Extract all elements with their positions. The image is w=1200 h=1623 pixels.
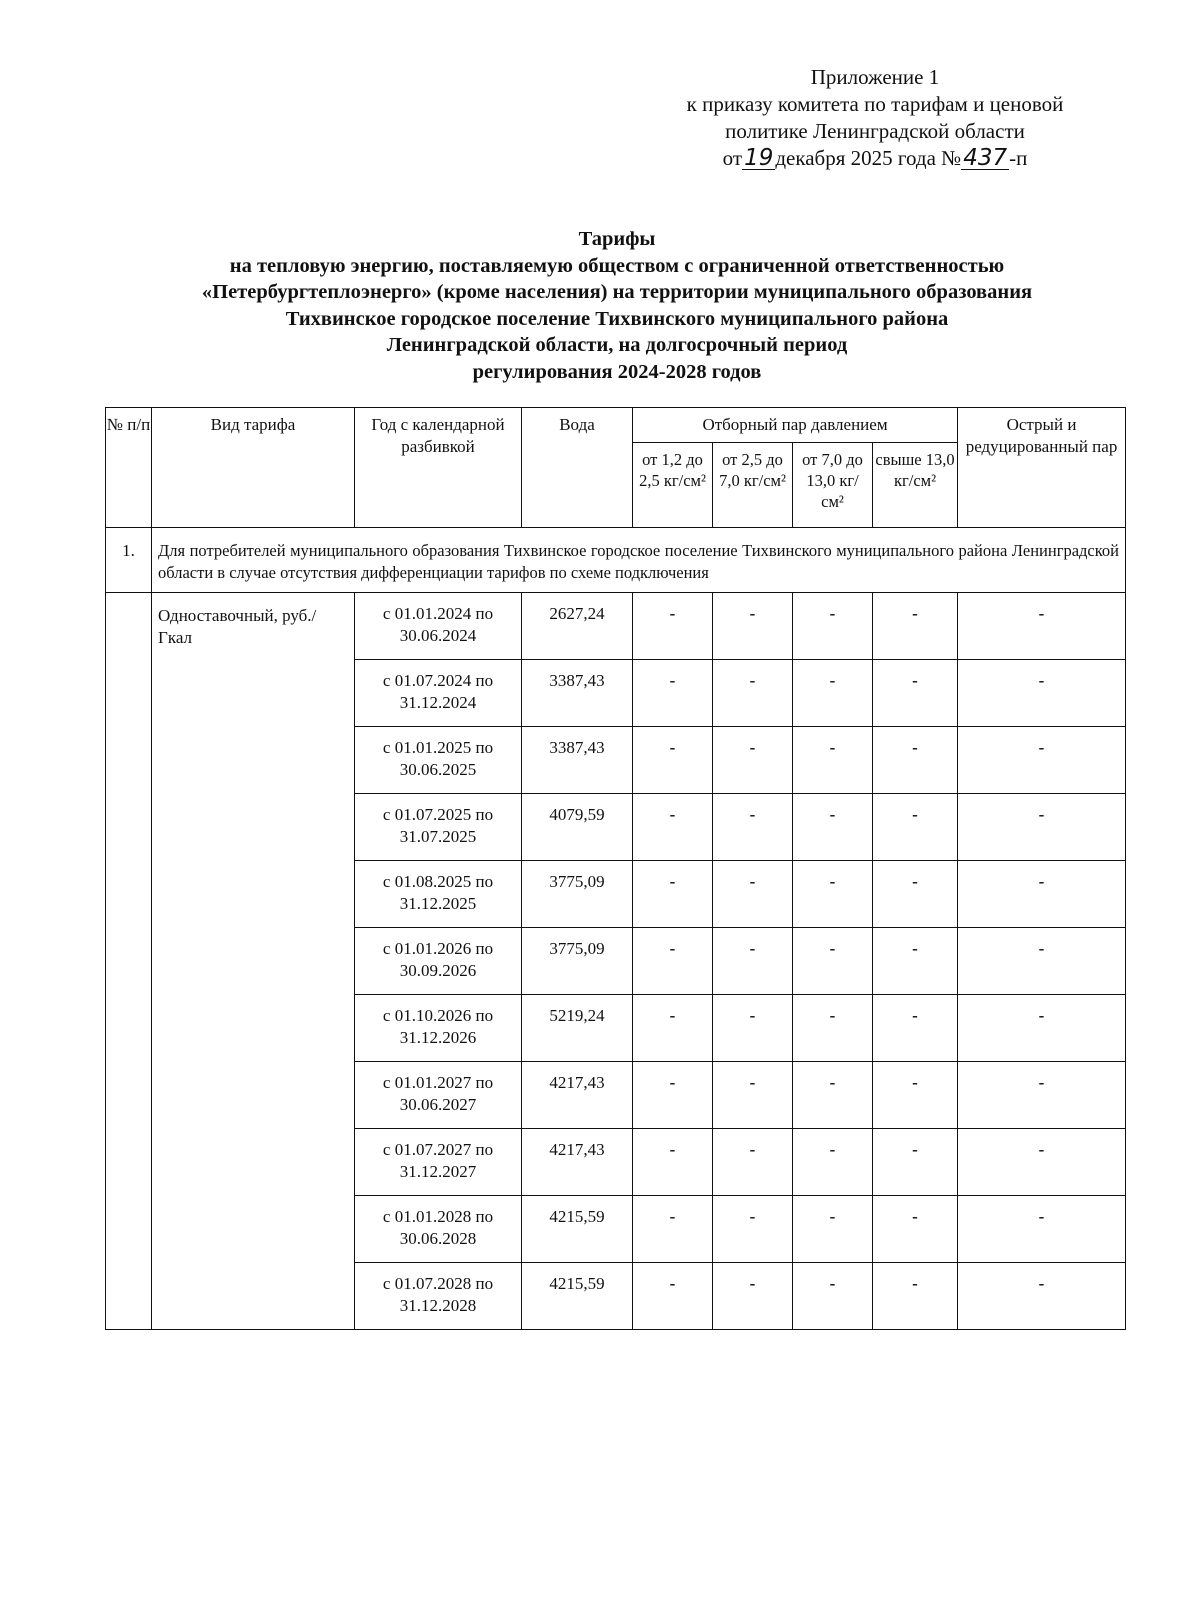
sharp-steam-value: - [958,928,1126,995]
pressure-1-value: - [633,1062,713,1129]
pressure-2-value: - [713,1129,793,1196]
pressure-4-value: - [873,1263,958,1330]
pressure-1-value: - [633,1129,713,1196]
header-type: Вид тарифа [152,408,355,528]
pressure-3-value: - [793,1196,873,1263]
water-value: 5219,24 [522,995,633,1062]
pressure-3-value: - [793,593,873,660]
period-cell: с 01.01.2027 по 30.06.2027 [355,1062,522,1129]
section-description: Для потребителей муниципального образования Тихвинское городское поселение Тихвинского муниципального района Ленинградской области в случае отсутствия дифференциации тарифов по схеме подключения [152,528,1126,593]
pressure-4-value: - [873,1129,958,1196]
sharp-steam-value: - [958,1129,1126,1196]
appendix-line-4 [640,145,1110,172]
water-value: 4215,59 [522,1196,633,1263]
water-value: 4217,43 [522,1129,633,1196]
pressure-1-value: - [633,995,713,1062]
pressure-2-value: - [713,1263,793,1330]
pressure-1-value: - [633,593,713,660]
header-year: Год с календарной разбивкой [355,408,522,528]
period-cell: с 01.01.2025 по 30.06.2025 [355,727,522,794]
pressure-3-value: - [793,727,873,794]
pressure-3-value: - [793,928,873,995]
period-cell: с 01.07.2024 по 31.12.2024 [355,660,522,727]
sharp-steam-value: - [958,593,1126,660]
appendix-date-prefix: от [722,146,743,170]
tariff-type: Одноставочный, руб./Гкал [152,593,355,1330]
header-sharp-steam: Острый и редуцированный пар [958,408,1126,528]
pressure-3-value: - [793,794,873,861]
pressure-4-value: - [873,995,958,1062]
pressure-4-value: - [873,593,958,660]
header-steam-group: Отборный пар давлением [633,408,958,443]
pressure-1-value: - [633,727,713,794]
pressure-2-value: - [713,1062,793,1129]
pressure-2-value: - [713,727,793,794]
handwritten-number: 437 [963,145,1008,171]
period-cell: с 01.10.2026 по 31.12.2026 [355,995,522,1062]
header-pressure-2: от 2,5 до 7,0 кг/см² [713,443,793,528]
appendix-line-3: политике Ленинградской области [725,119,1025,143]
pressure-3-value: - [793,1263,873,1330]
period-cell: с 01.08.2025 по 31.12.2025 [355,861,522,928]
pressure-2-value: - [713,928,793,995]
sharp-steam-value: - [958,660,1126,727]
document-title [100,226,1134,385]
water-value: 4215,59 [522,1263,633,1330]
pressure-3-value: - [793,995,873,1062]
header-pressure-4: свыше 13,0 кг/см² [873,443,958,528]
pressure-2-value: - [713,794,793,861]
pressure-4-value: - [873,660,958,727]
period-cell: с 01.07.2028 по 31.12.2028 [355,1263,522,1330]
sharp-steam-value: - [958,727,1126,794]
sharp-steam-value: - [958,1263,1126,1330]
pressure-2-value: - [713,660,793,727]
pressure-2-value: - [713,593,793,660]
water-value: 3387,43 [522,660,633,727]
appendix-date-suffix: -п [1009,146,1028,170]
title-line-4: Тихвинское городское поселение Тихвинского муниципального района [285,307,949,330]
water-value: 4079,59 [522,794,633,861]
pressure-2-value: - [713,1196,793,1263]
title-line-5: Ленинградской области, на долгосрочный период [386,334,848,356]
header-pressure-1: от 1,2 до 2,5 кг/см² [633,443,713,528]
period-cell: с 01.01.2026 по 30.09.2026 [355,928,522,995]
handwritten-day: 19 [744,145,774,171]
pressure-4-value: - [873,861,958,928]
water-value: 4217,43 [522,1062,633,1129]
tariff-table [105,407,1126,1330]
pressure-2-value: - [713,995,793,1062]
pressure-2-value: - [713,861,793,928]
title-line-6: регулирования 2024-2028 годов [472,360,762,383]
period-cell: с 01.01.2028 по 30.06.2028 [355,1196,522,1263]
sharp-steam-value: - [958,1196,1126,1263]
sharp-steam-value: - [958,861,1126,928]
title-line-3: «Петербургтеплоэнерго» (кроме населения) на территории муниципального образования [201,281,1033,303]
header-water: Вода [522,408,633,528]
section-number: 1. [106,528,152,593]
period-cell: с 01.07.2025 по 31.07.2025 [355,794,522,861]
appendix-header [640,64,1110,172]
appendix-date-mid: декабря 2025 года № [775,146,962,170]
pressure-1-value: - [633,1196,713,1263]
header-pressure-3: от 7,0 до 13,0 кг/см² [793,443,873,528]
sharp-steam-value: - [958,995,1126,1062]
pressure-1-value: - [633,794,713,861]
period-cell: с 01.07.2027 по 31.12.2027 [355,1129,522,1196]
pressure-1-value: - [633,928,713,995]
appendix-line-1: Приложение 1 [810,65,940,89]
pressure-3-value: - [793,1062,873,1129]
pressure-4-value: - [873,1196,958,1263]
water-value: 3387,43 [522,727,633,794]
pressure-4-value: - [873,1062,958,1129]
pressure-3-value: - [793,1129,873,1196]
water-value: 3775,09 [522,928,633,995]
title-line-2: на тепловую энергию, поставляемую обществом с ограниченной ответственностью [229,254,1005,277]
header-row [106,408,1126,443]
sharp-steam-value: - [958,794,1126,861]
table-row [106,593,1126,660]
title-line-1: Тарифы [578,228,656,250]
row-number-blank [106,593,152,1330]
pressure-4-value: - [873,727,958,794]
water-value: 3775,09 [522,861,633,928]
period-cell: с 01.01.2024 по 30.06.2024 [355,593,522,660]
pressure-1-value: - [633,660,713,727]
header-no: № п/п [106,408,152,528]
appendix-line-2: к приказу комитета по тарифам и ценовой [686,92,1064,116]
pressure-3-value: - [793,861,873,928]
pressure-1-value: - [633,861,713,928]
pressure-1-value: - [633,1263,713,1330]
pressure-3-value: - [793,660,873,727]
pressure-4-value: - [873,928,958,995]
sharp-steam-value: - [958,1062,1126,1129]
water-value: 2627,24 [522,593,633,660]
pressure-4-value: - [873,794,958,861]
section-row [106,528,1126,593]
